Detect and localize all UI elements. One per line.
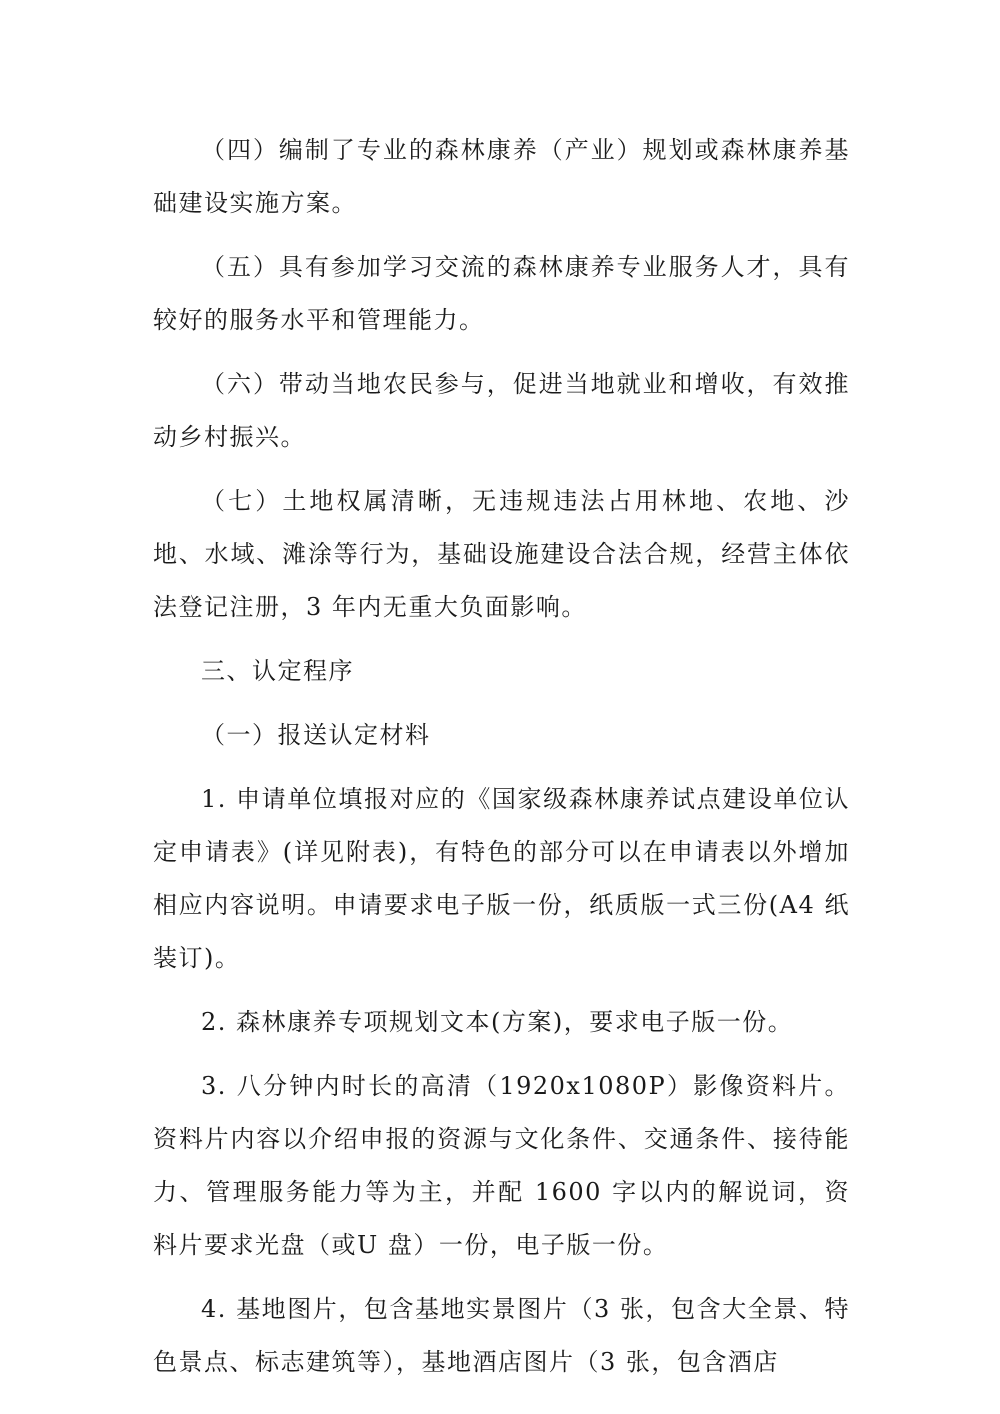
paragraph-text: （六）带动当地农民参与，促进当地就业和增收，有效推动乡村振兴。 bbox=[153, 370, 850, 451]
subsection-heading-materials bbox=[153, 709, 850, 762]
paragraph-item-4-plan bbox=[153, 124, 850, 230]
paragraph-text: 2. 森林康养专项规划文本(方案)，要求电子版一份。 bbox=[201, 1008, 794, 1036]
paragraph-item-6-farmers bbox=[153, 358, 850, 464]
paragraph-text: 1. 申请单位填报对应的《国家级森林康养试点建设单位认定申请表》(详见附表)，有特色的部分可以在申请表以外增加相应内容说明。申请要求电子版一份，纸质版一式三份(A4 纸装订)。 bbox=[153, 785, 850, 972]
paragraph-text: 4. 基地图片，包含基地实景图片（3 张，包含大全景、特色景点、标志建筑等），基地酒店图片（3 张，包含酒店 bbox=[153, 1295, 850, 1376]
paragraph-item-7-land bbox=[153, 475, 850, 634]
paragraph-text: （四）编制了专业的森林康养（产业）规划或森林康养基础建设实施方案。 bbox=[153, 136, 850, 217]
paragraph-text: 3. 八分钟内时长的高清（1920x1080P）影像资料片。资料片内容以介绍申报的资源与文化条件、交通条件、接待能力、管理服务能力等为主，并配 1600 字以内的解说词，资料片要求光盘（或U 盘）一份，电子版一份。 bbox=[153, 1072, 850, 1259]
heading-text: （一）报送认定材料 bbox=[201, 721, 431, 749]
paragraph-item-5-talent bbox=[153, 241, 850, 347]
list-item-plan-text bbox=[153, 996, 850, 1049]
section-heading-procedure bbox=[153, 645, 850, 698]
paragraph-text: （五）具有参加学习交流的森林康养专业服务人才，具有较好的服务水平和管理能力。 bbox=[153, 253, 850, 334]
list-item-photos bbox=[153, 1283, 850, 1389]
heading-text: 三、认定程序 bbox=[201, 657, 354, 685]
list-item-application-form bbox=[153, 773, 850, 985]
list-item-video bbox=[153, 1060, 850, 1272]
paragraph-text: （七）土地权属清晰，无违规违法占用林地、农地、沙地、水域、滩涂等行为，基础设施建设合法合规，经营主体依法登记注册，3 年内无重大负面影响。 bbox=[153, 487, 850, 621]
